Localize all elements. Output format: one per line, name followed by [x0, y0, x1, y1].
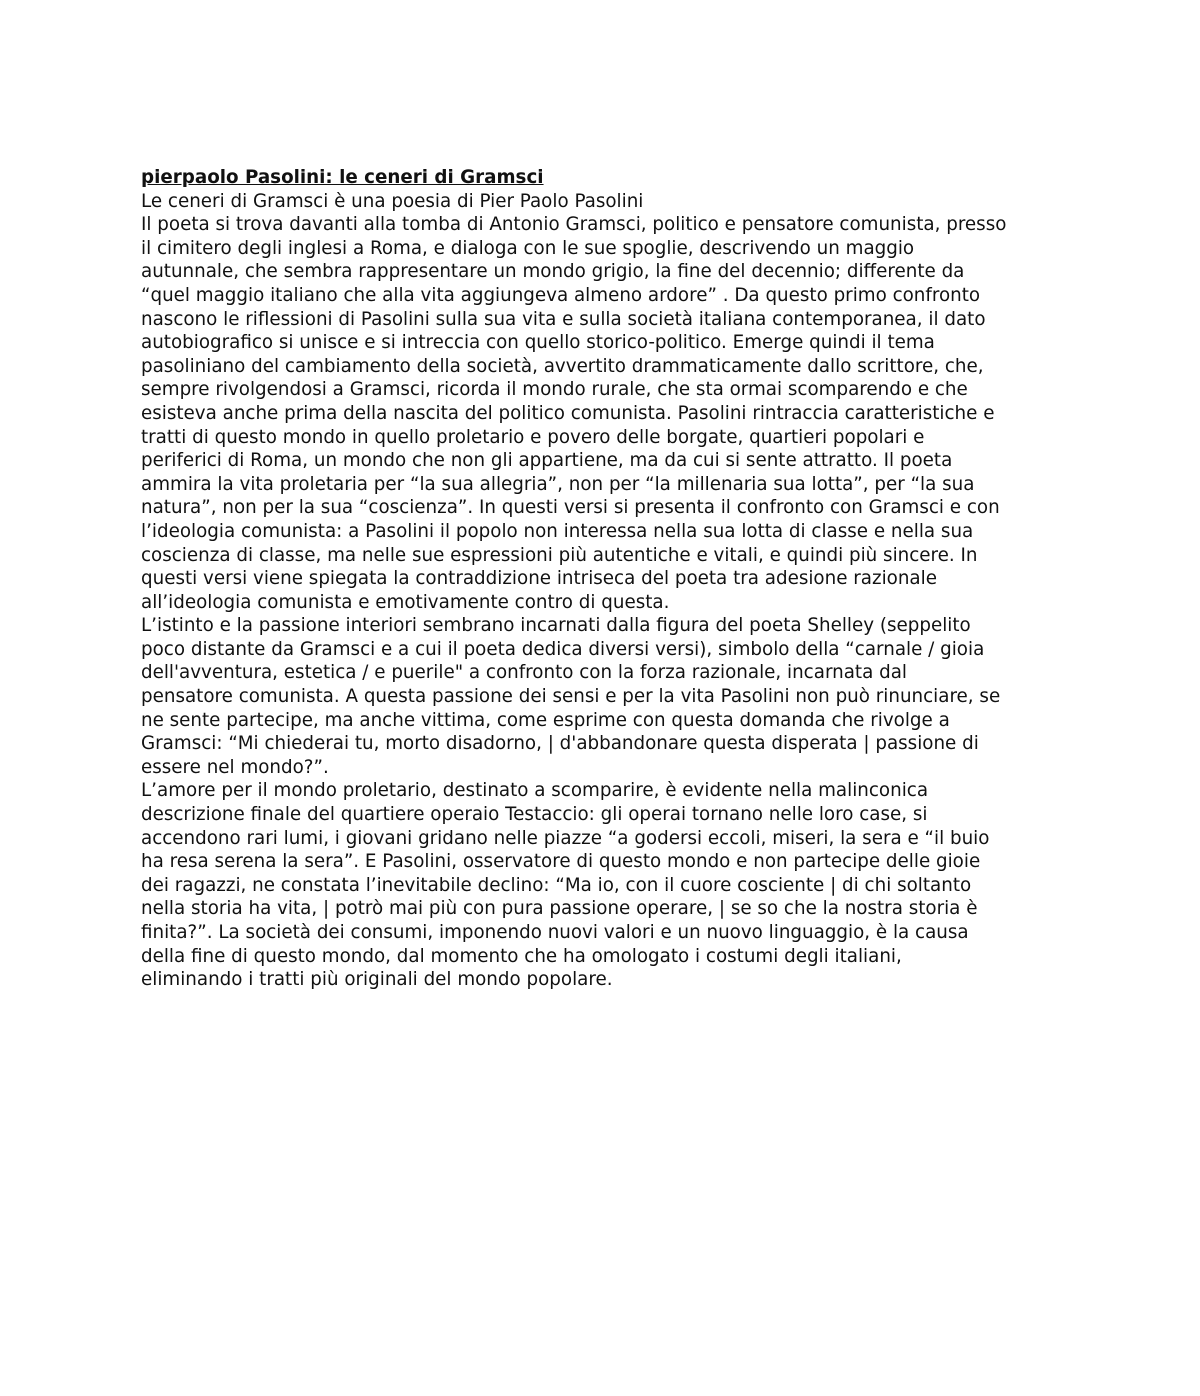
text-line: L’istinto e la passione interiori sembrano incarnati dalla figura del poeta Shelley (seppelito [141, 615, 971, 637]
text-line: l’ideologia comunista: a Pasolini il popolo non interessa nella sua lotta di classe e nella sua [141, 520, 974, 542]
document-body [141, 166, 1071, 992]
text-line: esisteva anche prima della nascita del politico comunista. Pasolini rintraccia caratteristiche e [141, 402, 995, 424]
text-line: Gramsci: “Mi chiederai tu, morto disadorno, | d'abbandonare questa disperata | passione di [141, 733, 979, 755]
text-line: nascono le riflessioni di Pasolini sulla sua vita e sulla società italiana contemporanea, il dato [141, 308, 986, 330]
text-line: pensatore comunista. A questa passione dei sensi e per la vita Pasolini non può rinunciare, se [141, 686, 1001, 708]
text-line: finita?”. La società dei consumi, imponendo nuovi valori e un nuovo linguaggio, è la causa [141, 922, 969, 943]
text-line: dell'avventura, estetica / e puerile" a confronto con la forza razionale, incarnata dal [141, 662, 907, 684]
text-line: “quel maggio italiano che alla vita aggiungeva almeno ardore” . Da questo primo confronto [141, 284, 981, 306]
text-line: natura”, non per la sua “coscienza”. In questi versi si presenta il confronto con Gramsci e con [141, 497, 1000, 519]
text-line: eliminando i tratti più originali del mondo popolare. [141, 969, 613, 991]
text-line: della fine di questo mondo, dal momento che ha omologato i costumi degli italiani, [141, 945, 902, 967]
text-line: autunnale, che sembra rappresentare un mondo grigio, la fine del decennio; differente da [141, 261, 965, 283]
text-line: il cimitero degli inglesi a Roma, e dialoga con le sue spoglie, descrivendo un maggio [141, 237, 915, 259]
text-line: autobiografico si unisce e si intreccia con quello storico-politico. Emerge quindi il tema [141, 332, 935, 354]
text-line: poco distante da Gramsci e a cui il poeta dedica diversi versi), simbolo della “carnale / gioia [141, 638, 985, 660]
text-line: nella storia ha vita, | potrò mai più con pura passione operare, | se so che la nostra storia è [141, 898, 978, 920]
text-line: dei ragazzi, ne constata l’inevitabile declino: “Ma io, con il cuore cosciente | di chi soltanto [141, 874, 972, 896]
text-line: descrizione finale del quartiere operaio Testaccio: gli operai tornano nelle loro case, si [141, 804, 928, 826]
text-line: ne sente partecipe, ma anche vittima, come esprime con questa domanda che rivolge a [141, 709, 950, 731]
text-line: Il poeta si trova davanti alla tomba di Antonio Gramsci, politico e pensatore comunista, presso [141, 214, 1007, 236]
document-title: pierpaolo Pasolini: le ceneri di Gramsci [141, 167, 544, 188]
text-line: questi versi viene spiegata la contraddizione intriseca del poeta tra adesione razionale [141, 568, 937, 590]
text-line: L’amore per il mondo proletario, destinato a scomparire, è evidente nella malinconica [141, 780, 929, 802]
text-line: pasoliniano del cambiamento della società, avvertito drammaticamente dallo scrittore, che, [141, 355, 984, 377]
text-line: sempre rivolgendosi a Gramsci, ricorda il mondo rurale, che sta ormai scomparendo e che [141, 379, 968, 401]
text-line: all’ideologia comunista e emotivamente contro di questa. [141, 591, 670, 613]
text-line: ha resa serena la sera”. E Pasolini, osservatore di questo mondo e non partecipe delle gioie [141, 851, 981, 873]
text-line: tratti di questo mondo in quello proletario e povero delle borgate, quartieri popolari e [141, 426, 925, 448]
text-line: essere nel mondo?”. [141, 756, 329, 778]
text-line: periferici di Roma, un mondo che non gli appartiene, ma da cui si sente attratto. Il poeta [141, 450, 953, 472]
text-line: accendono rari lumi, i giovani gridano nelle piazze “a godersi eccoli, miseri, la sera e “il buio [141, 827, 990, 849]
text-line: coscienza di classe, ma nelle sue espressioni più autentiche e vitali, e quindi più sincere. In [141, 544, 978, 566]
text-line: Le ceneri di Gramsci è una poesia di Pier Paolo Pasolini [141, 190, 644, 212]
text-line: ammira la vita proletaria per “la sua allegria”, non per “la millenaria sua lotta”, per “la sua [141, 473, 975, 495]
